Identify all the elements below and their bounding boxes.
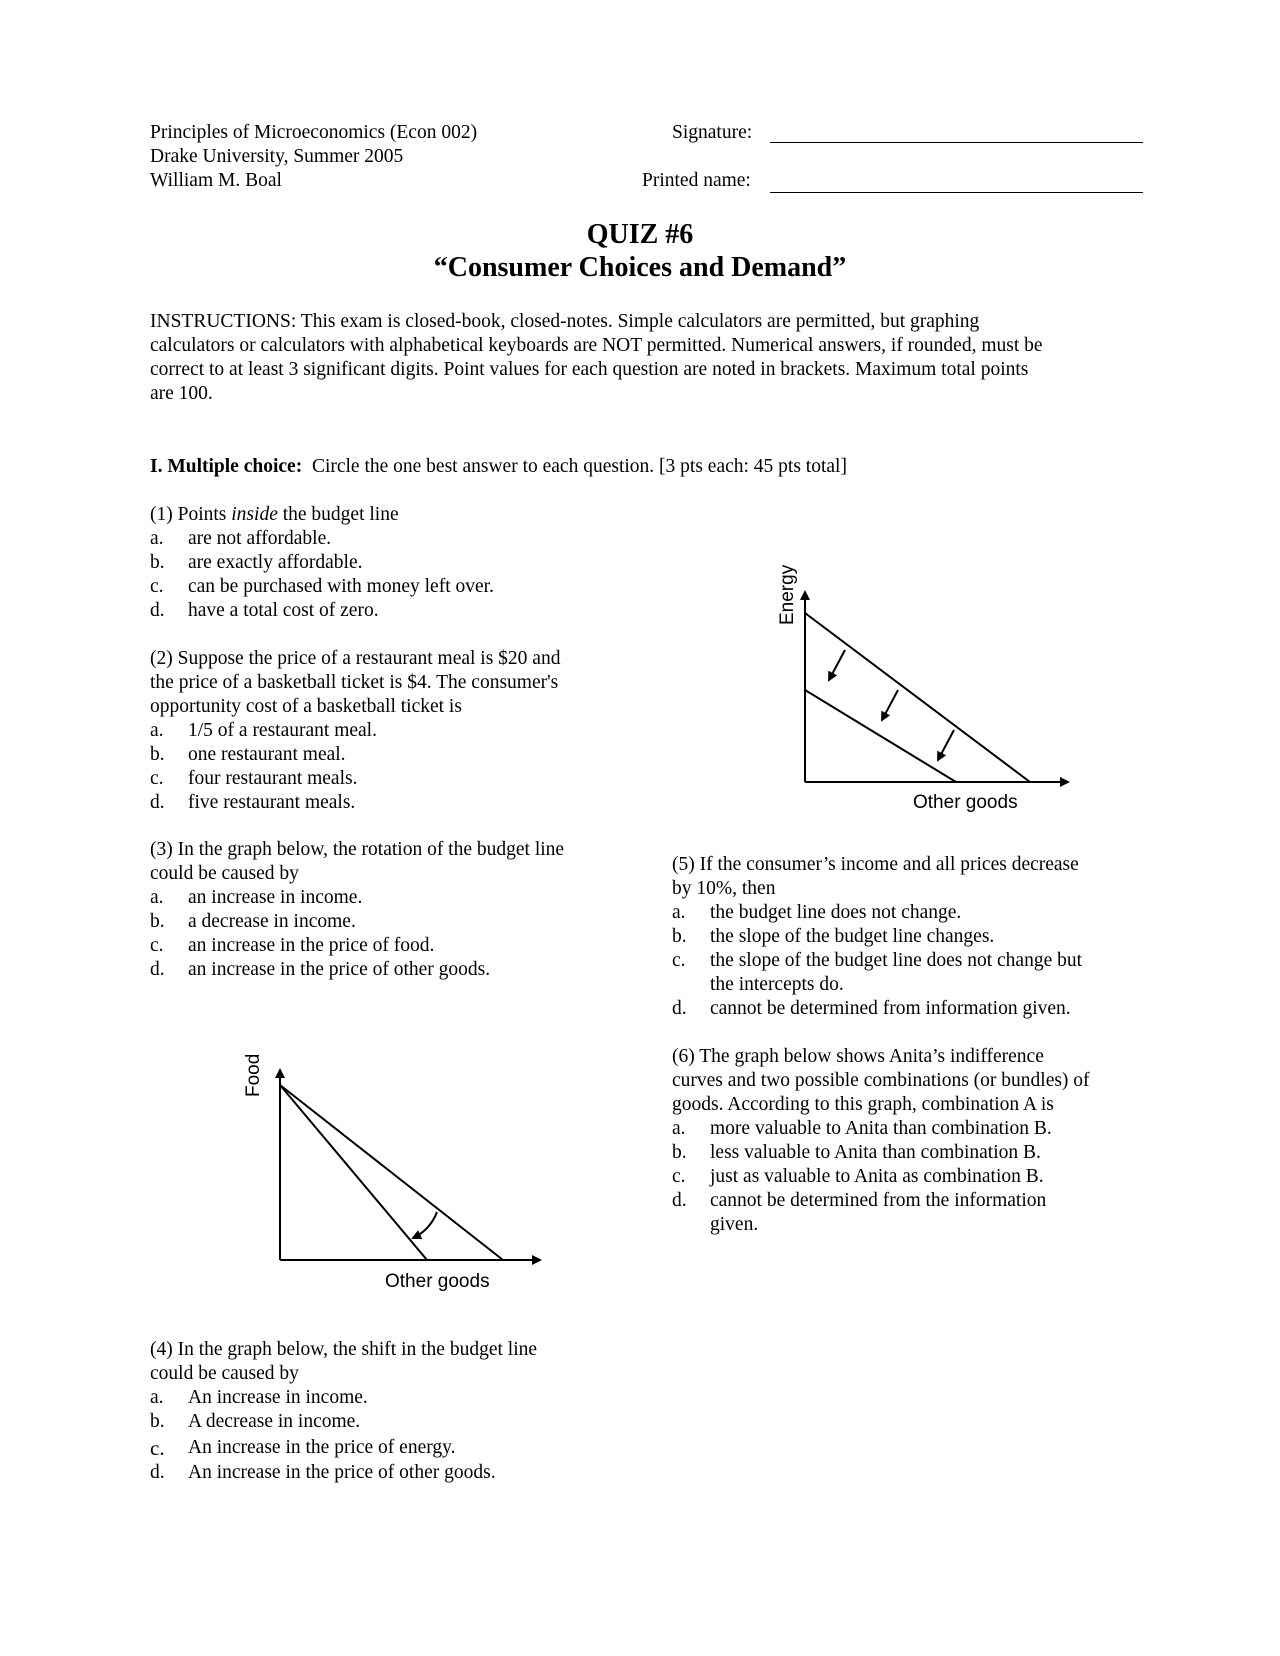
question-5-stem: (5) If the consumer’s income and all prices decrease <box>672 854 1079 875</box>
option-label: d. <box>150 600 165 621</box>
shifted-budget-line <box>805 690 956 782</box>
option-text: A decrease in income. <box>188 1411 361 1432</box>
shift-arrow-icon <box>882 690 898 720</box>
option-label: a. <box>150 887 164 908</box>
option-label: c. <box>150 935 164 956</box>
rotated-budget-line <box>280 1085 427 1260</box>
option-text: have a total cost of zero. <box>188 600 379 621</box>
option-label: b. <box>672 926 687 947</box>
y-axis-label: Energy <box>777 564 798 625</box>
question-6-stem: goods. According to this graph, combination A is <box>672 1094 1054 1115</box>
option-label: b. <box>150 1411 165 1432</box>
option-text: an increase in the price of food. <box>188 935 435 956</box>
option-text: more valuable to Anita than combination B. <box>710 1118 1052 1139</box>
energy-budget-graph <box>760 550 1080 820</box>
option-label: b. <box>150 744 165 765</box>
option-text: four restaurant meals. <box>188 768 358 789</box>
instructions-line: are 100. <box>150 383 213 404</box>
option-label: a. <box>150 720 164 741</box>
option-text: An increase in the price of energy. <box>188 1437 456 1458</box>
printed-name-label: Printed name: <box>642 170 751 191</box>
option-label: c. <box>150 1436 165 1460</box>
stem-part: the budget line <box>277 504 399 525</box>
option-c-continued: the intercepts do. <box>710 974 844 995</box>
stem-emphasis: inside <box>231 504 278 525</box>
option-label: d. <box>672 1190 687 1211</box>
option-text: an increase in income. <box>188 887 363 908</box>
option-text: the slope of the budget line changes. <box>710 926 995 947</box>
question-3-stem: could be caused by <box>150 863 299 884</box>
printed-name-line[interactable] <box>770 192 1143 193</box>
original-budget-line <box>805 613 1030 782</box>
question-6-stem: (6) The graph below shows Anita’s indifference <box>672 1046 1044 1067</box>
option-text: less valuable to Anita than combination B. <box>710 1142 1041 1163</box>
question-5-stem: by 10%, then <box>672 878 776 899</box>
option-text: 1/5 of a restaurant meal. <box>188 720 377 741</box>
section-heading-text: Circle the one best answer to each question. [3 pts each: 45 pts total] <box>311 456 847 477</box>
option-text: cannot be determined from information given. <box>710 998 1071 1019</box>
question-2-stem: the price of a basketball ticket is $4. The consumer's <box>150 672 559 693</box>
question-3-stem: (3) In the graph below, the rotation of the budget line <box>150 839 565 860</box>
option-d-continued: given. <box>710 1214 759 1235</box>
option-text: an increase in the price of other goods. <box>188 959 491 980</box>
quiz-title: QUIZ #6 <box>586 219 694 250</box>
option-label: d. <box>672 998 687 1019</box>
option-text: just as valuable to Anita as combination B. <box>710 1166 1044 1187</box>
food-budget-graph <box>230 1045 550 1295</box>
section-heading-bold: I. Multiple choice: <box>150 456 303 477</box>
option-text: the slope of the budget line does not change but <box>710 950 1083 971</box>
option-label: a. <box>150 1387 164 1408</box>
x-axis-label: Other goods <box>385 1271 490 1292</box>
signature-line[interactable] <box>770 142 1143 143</box>
instructions-line: calculators or calculators with alphabetical keyboards are NOT permitted. Numerical answers, if rounded, must be <box>150 335 1043 356</box>
question-2-stem: opportunity cost of a basketball ticket is <box>150 696 462 717</box>
option-text: An increase in the price of other goods. <box>188 1462 496 1483</box>
option-label: a. <box>150 528 164 549</box>
option-label: d. <box>150 792 165 813</box>
question-4-stem: could be caused by <box>150 1363 299 1384</box>
original-budget-line <box>280 1085 503 1260</box>
option-label: c. <box>150 768 164 789</box>
instructor-name: William M. Boal <box>150 170 282 191</box>
option-label: b. <box>150 552 165 573</box>
option-label: c. <box>150 576 164 597</box>
shift-arrow-icon <box>829 650 845 680</box>
question-1-stem <box>150 503 399 527</box>
question-6-stem: curves and two possible combinations (or bundles) of <box>672 1070 1090 1091</box>
section-heading <box>150 455 847 479</box>
option-text: An increase in income. <box>188 1387 368 1408</box>
option-text: a decrease in income. <box>188 911 356 932</box>
option-text: the budget line does not change. <box>710 902 962 923</box>
option-text: one restaurant meal. <box>188 744 346 765</box>
school-name: Drake University, Summer 2005 <box>150 146 404 167</box>
instructions-line: INSTRUCTIONS: This exam is closed-book, closed-notes. Simple calculators are permitted, but graphing <box>150 311 980 332</box>
y-axis-label: Food <box>243 1053 264 1097</box>
option-label: d. <box>150 1462 165 1483</box>
option-label: d. <box>150 959 165 980</box>
shift-arrow-icon <box>938 730 954 760</box>
course-name: Principles of Microeconomics (Econ 002) <box>150 122 478 143</box>
quiz-subtitle: “Consumer Choices and Demand” <box>433 252 847 283</box>
option-text: can be purchased with money left over. <box>188 576 494 597</box>
question-4-stem: (4) In the graph below, the shift in the budget line <box>150 1339 538 1360</box>
x-axis-label: Other goods <box>913 792 1018 813</box>
option-label: c. <box>672 950 686 971</box>
option-label: a. <box>672 1118 686 1139</box>
option-text: are exactly affordable. <box>188 552 363 573</box>
option-text: cannot be determined from the information <box>710 1190 1047 1211</box>
option-text: five restaurant meals. <box>188 792 356 813</box>
option-label: b. <box>672 1142 687 1163</box>
option-label: c. <box>672 1166 686 1187</box>
option-label: b. <box>150 911 165 932</box>
signature-label: Signature: <box>672 122 753 143</box>
stem-part: (1) Points <box>150 504 232 525</box>
instructions-line: correct to at least 3 significant digits. Point values for each question are noted in brackets. Maximum total points <box>150 359 1029 380</box>
option-text: are not affordable. <box>188 528 332 549</box>
question-2-stem: (2) Suppose the price of a restaurant meal is $20 and <box>150 648 561 669</box>
rotation-arrow-icon <box>413 1212 437 1238</box>
option-label: a. <box>672 902 686 923</box>
